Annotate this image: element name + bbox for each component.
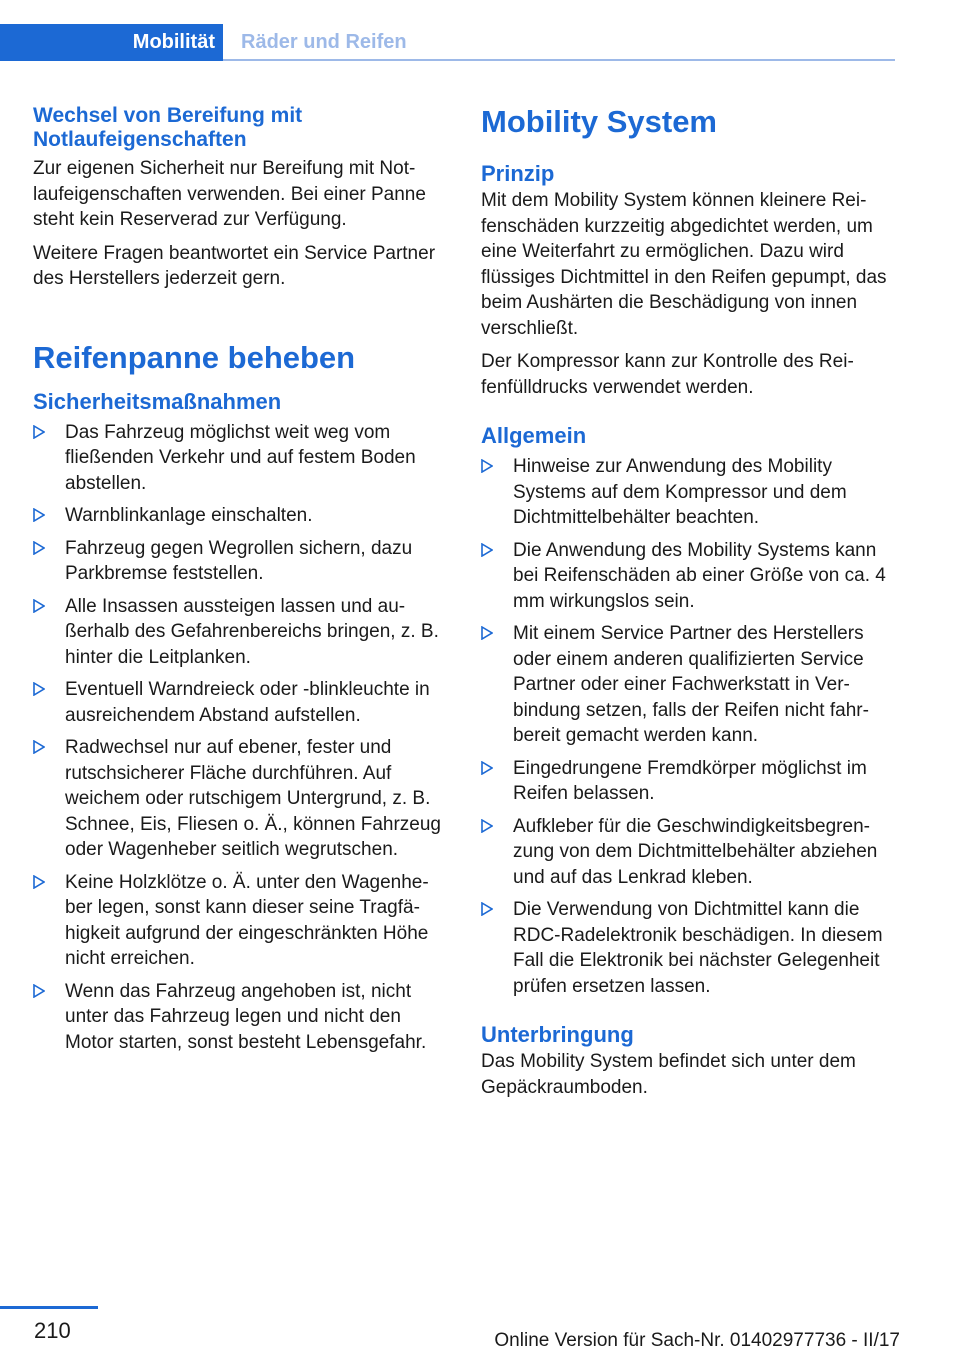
safety-list [33, 420, 448, 1056]
triangle-bullet-icon [33, 425, 45, 439]
online-version-note: Online Version für Sach-Nr. 01402977736 - II/17 [494, 1330, 900, 1351]
list-item: Die Anwendung des Mobility Systems kann bei Reifenschäden ab einer Größe von ca. 4 mm wirkungslos sein. [481, 538, 896, 615]
header-rule [223, 59, 895, 61]
triangle-bullet-icon [481, 626, 493, 640]
list-item: Warnblinkanlage einschalten. [33, 503, 448, 529]
section-tab: Mobilität [0, 24, 223, 61]
triangle-bullet-icon [481, 459, 493, 473]
list-item: Mit einem Service Partner des Herstellers oder einem anderen qualifizierten Service Partner oder einer Fachwerkstatt in Verbindung setzen, falls der Reifen nicht fahrbereit gemacht werden kann. [481, 621, 896, 749]
triangle-bullet-icon [33, 541, 45, 555]
list-item: Das Fahrzeug möglichst weit weg vom fließenden Verkehr und auf festem Boden abstellen. [33, 420, 448, 497]
principle-paragraph: Mit dem Mobility System können kleinere Reifenschäden kurzzeitig abgedichtet werden, um eine Weiterfahrt zu ermöglichen. Dazu wird flüssiges Dichtmittel in den Reifen gepumpt, das beim Aushärten die Beschädigung von innen verschließt. [481, 190, 887, 339]
triangle-bullet-icon [481, 543, 493, 557]
triangle-bullet-icon [33, 682, 45, 696]
breakdown-title: Reifenpanne beheben [33, 339, 356, 375]
list-item: Eventuell Warndreieck oder -blinkleuchte in ausreichendem Abstand aufstellen. [33, 677, 448, 728]
runflat-paragraph: Zur eigenen Sicherheit nur Bereifung mit Notlaufeigenschaften verwenden. Bei einer Panne steht kein Reserverad zur Verfügung. [33, 158, 426, 230]
storage-paragraph: Das Mobility System befindet sich unter dem Gepäckraumboden. [481, 1051, 856, 1098]
general-list [481, 454, 896, 999]
principle-heading: Prinzip [481, 161, 555, 186]
left-column [33, 104, 448, 1062]
list-item: Keine Holzklötze o. Ä. unter den Wagenheber legen, sonst kann dieser seine Tragfähigkeit aufgrund der eingeschränkten Höhe nicht erreichen. [33, 870, 448, 972]
list-item: Radwechsel nur auf ebener, fester und rutschsicherer Fläche durchführen. Auf weichem oder rutschigem Untergrund, z. B. Schnee, Eis, Fliesen o. Ä., können Fahrzeug oder Wagenheber seitlich wegrutschen. [33, 735, 448, 863]
list-item: Die Verwendung von Dichtmittel kann die RDC-Radelektronik beschädigen. In diesem Fall die Elektronik bei nächster Gelegenheit prüfen ersetzen lassen. [481, 897, 896, 999]
list-item: Fahrzeug gegen Wegrollen sichern, dazu Parkbremse feststellen. [33, 536, 448, 587]
page-header [0, 0, 960, 64]
list-item: Eingedrungene Fremdkörper möglichst im Reifen belassen. [481, 756, 896, 807]
list-item: Alle Insassen aussteigen lassen und außerhalb des Gefahrenbereichs bringen, z. B. hinter die Leitplanken. [33, 594, 448, 671]
triangle-bullet-icon [481, 819, 493, 833]
runflat-heading: Wechsel von Bereifung mit Notlaufeigenschaften [33, 104, 303, 151]
triangle-bullet-icon [33, 599, 45, 613]
safety-heading: Sicherheitsmaßnahmen [33, 388, 282, 414]
mobility-system-title: Mobility System [481, 104, 717, 139]
right-column [481, 104, 896, 1100]
triangle-bullet-icon [481, 902, 493, 916]
list-item: Wenn das Fahrzeug angehoben ist, nicht unter das Fahrzeug legen und nicht den Motor starten, sonst besteht Lebensgefahr. [33, 979, 448, 1056]
principle-paragraph: Der Kompressor kann zur Kontrolle des Reifenfülldrucks verwendet werden. [481, 351, 854, 398]
footer-rule [0, 1306, 98, 1309]
page-number: 210 [34, 1318, 71, 1343]
chapter-tab: Räder und Reifen [241, 31, 407, 53]
list-item: Aufkleber für die Geschwindigkeitsbegrenzung von dem Dichtmittelbehälter abziehen und auf das Lenkrad kleben. [481, 814, 896, 891]
triangle-bullet-icon [33, 508, 45, 522]
triangle-bullet-icon [33, 740, 45, 754]
triangle-bullet-icon [33, 984, 45, 998]
runflat-paragraph: Weitere Fragen beantwortet ein Service Partner des Herstellers jederzeit gern. [33, 242, 436, 289]
general-heading: Allgemein [481, 423, 587, 448]
list-item: Hinweise zur Anwendung des Mobility Systems auf dem Kompressor und dem Dichtmittelbehälter beachten. [481, 454, 896, 531]
storage-heading: Unterbringung [481, 1022, 634, 1047]
triangle-bullet-icon [33, 875, 45, 889]
triangle-bullet-icon [481, 761, 493, 775]
